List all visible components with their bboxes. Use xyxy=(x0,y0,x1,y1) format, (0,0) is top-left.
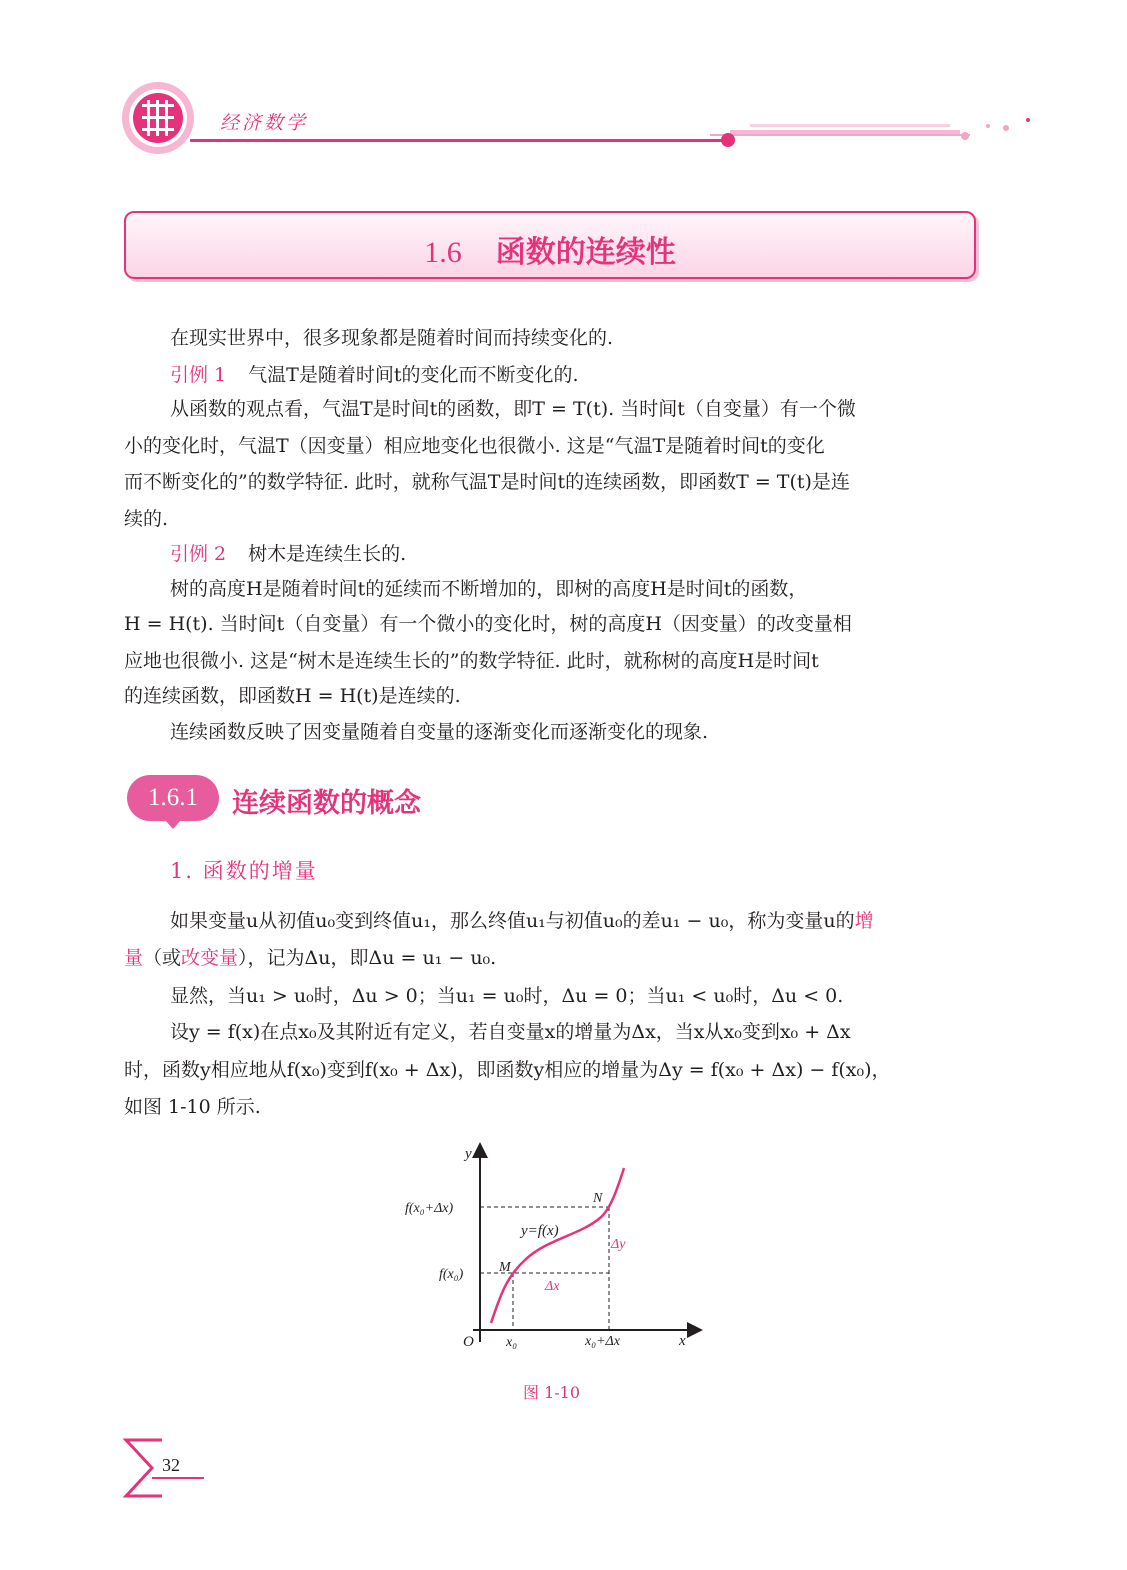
term-increment-part1: 增 xyxy=(854,910,874,932)
intro-paragraph: 在现实世界中，很多现象都是随着时间而持续变化的. xyxy=(170,327,614,349)
fx0-label: f(x₀) xyxy=(439,1267,464,1282)
increment-line-5: 时，函数y相应地从f(x₀)变到f(x₀ + Δx)，即函数y相应的增量为Δy = f(x₀ + Δx) − f(x₀)， xyxy=(124,1059,891,1081)
figure-1-10 xyxy=(395,1140,705,1360)
term-increment-part2: 量 xyxy=(124,947,144,969)
origin-label: O xyxy=(463,1334,474,1350)
y-axis-label: y xyxy=(465,1146,472,1162)
fx0dx-label: f(x₀+Δx) xyxy=(405,1201,454,1216)
page-number: 32 xyxy=(162,1455,180,1475)
example-1-label: 引例 1 xyxy=(170,364,227,386)
paragraph-1-line-4: 续的. xyxy=(124,508,169,530)
function-curve xyxy=(491,1168,624,1323)
item-heading: 1. 函数的增量 xyxy=(170,859,318,883)
point-n-label: N xyxy=(593,1191,603,1206)
x0dx-label: x₀+Δx xyxy=(585,1334,620,1349)
increment-line-3: 显然，当u₁ > u₀时，Δu > 0；当u₁ = u₀时，Δu = 0；当u₁ < u₀时，Δu < 0. xyxy=(170,985,844,1007)
section-title: 函数的连续性 xyxy=(495,235,676,270)
book-title: 经济数学 xyxy=(220,112,309,134)
curve-label: y=f(x) xyxy=(521,1223,559,1239)
paragraph-2-line-1: 树的高度H是随着时间t的延续而不断增加的，即树的高度H是时间t的函数， xyxy=(170,578,808,600)
header xyxy=(0,0,1127,170)
increment-line-6: 如图 1-10 所示. xyxy=(124,1096,261,1118)
paragraph-1-line-3: 而不断变化的”的数学特征. 此时，就称气温T是时间t的连续函数，即函数T = T(t)是连 xyxy=(124,471,850,493)
point-m-label: M xyxy=(499,1260,511,1275)
paragraph-2-line-3: 应地也很微小. 这是“树木是连续生长的”的数学特征. 此时，就称树的高度H是时间t xyxy=(124,650,819,672)
increment-line-4: 设y = f(x)在点x₀及其附近有定义，若自变量x的增量为Δx，当x从x₀变到x₀ + Δx xyxy=(170,1021,851,1043)
paragraph-3: 连续函数反映了因变量随着自变量的逐渐变化而逐渐变化的现象. xyxy=(170,721,709,743)
figure-caption: 图 1-10 xyxy=(523,1383,581,1402)
increment-line-2-mid: （或 xyxy=(143,947,182,969)
paragraph-2-line-4: 的连续函数，即函数H = H(t)是连续的. xyxy=(124,685,461,707)
increment-line-2 xyxy=(124,946,496,970)
increment-line-1-text: 如果变量u从初值u₀变到终值u₁，那么终值u₁与初值u₀的差u₁ − u₀，称为变量u的 xyxy=(170,910,855,932)
x0-label: x₀ xyxy=(506,1335,518,1350)
example-2 xyxy=(170,542,406,566)
term-change: 改变量 xyxy=(181,947,239,969)
example-2-text: 树木是连续生长的. xyxy=(248,543,407,565)
section-heading-box xyxy=(124,211,976,279)
example-1-text: 气温T是随着时间t的变化而不断变化的. xyxy=(248,364,579,386)
example-2-label: 引例 2 xyxy=(170,543,227,565)
x-axis-label: x xyxy=(679,1333,686,1349)
example-1 xyxy=(170,363,579,387)
section-number: 1.6 xyxy=(424,236,462,269)
delta-x-label: Δx xyxy=(545,1279,560,1294)
subsection-title: 连续函数的概念 xyxy=(232,788,421,819)
paragraph-1-line-2: 小的变化时，气温T（因变量）相应地变化也很微小. 这是“气温T是随着时间t的变化 xyxy=(124,435,825,457)
increment-line-2-end: ），记为Δu，即Δu = u₁ − u₀. xyxy=(238,947,497,969)
header-rule xyxy=(150,110,1050,160)
paragraph-2-line-2: H = H(t). 当时间t（自变量）有一个微小的变化时，树的高度H（因变量）的改变量相 xyxy=(124,613,852,635)
increment-line-1 xyxy=(170,909,874,933)
subsection-number: 1.6.1 xyxy=(127,775,219,821)
paragraph-1-line-1: 从函数的观点看，气温T是时间t的函数，即T = T(t). 当时间t（自变量）有一个微 xyxy=(170,398,856,420)
delta-y-label: Δy xyxy=(611,1237,626,1252)
section-heading xyxy=(126,227,974,271)
